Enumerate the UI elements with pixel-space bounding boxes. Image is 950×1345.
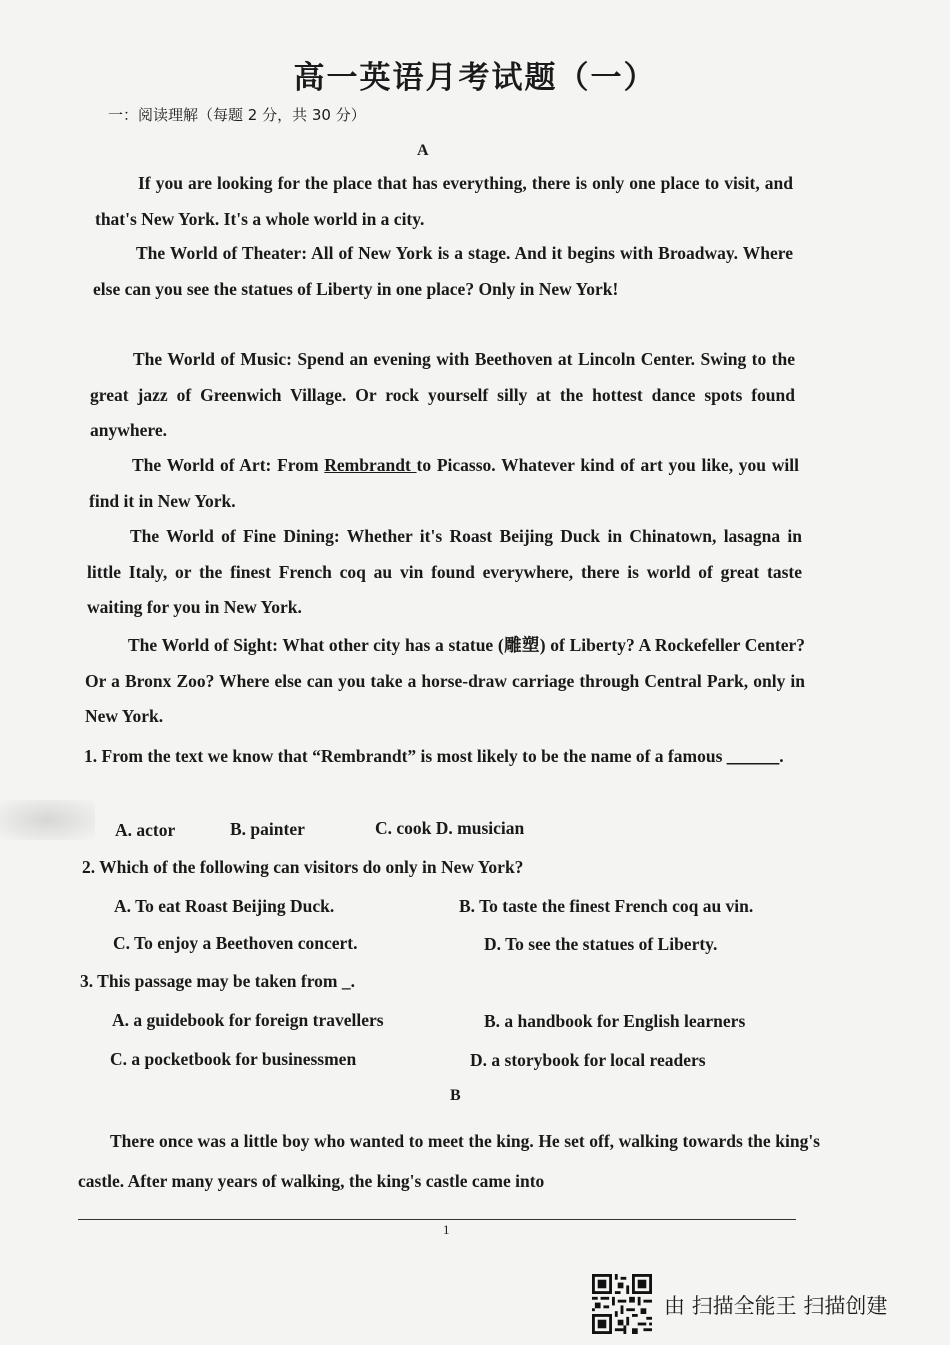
question-3-stem: 3. This passage may be taken from _. — [80, 971, 356, 991]
question-1-text: 1. From the text we know that “Rembrandt” is most likely to be the name of a famous — [84, 746, 723, 766]
qr-code-icon — [592, 1274, 652, 1334]
q2-option-c: C. To enjoy a Beethoven concert. — [113, 933, 358, 953]
question-2-stem: 2. Which of the following can visitors do only in New York? — [82, 857, 524, 877]
q3-option-a: A. a guidebook for foreign travellers — [112, 1010, 384, 1030]
rembrandt-underlined: Rembrandt — [324, 455, 417, 475]
q2-option-b: B. To taste the finest French coq au vin. — [459, 896, 754, 916]
q1-option-a: A. actor — [115, 820, 176, 840]
passage-b-label: B — [450, 1087, 461, 1104]
q3-option-d: D. a storybook for local readers — [470, 1050, 706, 1070]
page-title: 高一英语月考试题（一） — [293, 60, 657, 96]
q1-option-b: B. painter — [230, 819, 305, 839]
scanner-watermark: 由 扫描全能王 扫描创建 — [664, 1294, 888, 1318]
scan-smudge — [0, 800, 95, 840]
q2-option-d: D. To see the statues of Liberty. — [484, 934, 718, 954]
passage-b-paragraph-1: There once was a little boy who wanted to meet the king. He set off, walking towards the king's castle. After many years of walking, the king's castle came into — [78, 1131, 820, 1191]
passage-a-paragraph-6: The World of Sight: What other city has a statue (雕塑) of Liberty? A Rockefeller Center? Or a Bronx Zoo? Where else can you take a horse-draw carriage through Central Park, only in New York. — [85, 635, 805, 726]
question-1-blank: ______ — [726, 746, 780, 766]
passage-a-label: A — [417, 142, 429, 159]
q1-option-cd: C. cook D. musician — [375, 818, 525, 838]
passage-a-paragraph-2: The World of Theater: All of New York is a stage. And it begins with Broadway. Where else can you see the statues of Liberty in one place? Only in New York! — [93, 243, 793, 299]
passage-a-paragraph-3: The World of Music: Spend an evening with Beethoven at Lincoln Center. Swing to the great jazz of Greenwich Village. Or rock yourself silly at the hottest dance spots found anywhere. — [90, 349, 795, 440]
q2-option-a: A. To eat Roast Beijing Duck. — [114, 896, 335, 916]
passage-a-paragraph-1: If you are looking for the place that has everything, there is only one place to visit, and that's New York. It's a whole world in a city. — [95, 173, 793, 229]
paragraph-4-end: to Picasso. Whatever kind of art you like, you will find it in New York. — [89, 455, 799, 511]
passage-a-paragraph-5: The World of Fine Dining: Whether it's Roast Beijing Duck in Chinatown, lasagna in little Italy, or the finest French coq au vin found everywhere, there is world of great taste waiting for you in New York. — [87, 526, 802, 617]
paragraph-4-start: The World of Art: From — [132, 455, 325, 475]
question-1-period: . — [779, 746, 784, 766]
question-1-stem — [84, 738, 839, 774]
q3-option-c: C. a pocketbook for businessmen — [110, 1049, 357, 1069]
page-number: 1 — [443, 1222, 450, 1237]
section-heading: 一：阅读理解（每题 2 分，共 30 分） — [108, 106, 366, 124]
passage-a-paragraph-4 — [89, 448, 799, 519]
page-divider — [78, 1219, 796, 1220]
q3-option-b: B. a handbook for English learners — [484, 1011, 746, 1031]
